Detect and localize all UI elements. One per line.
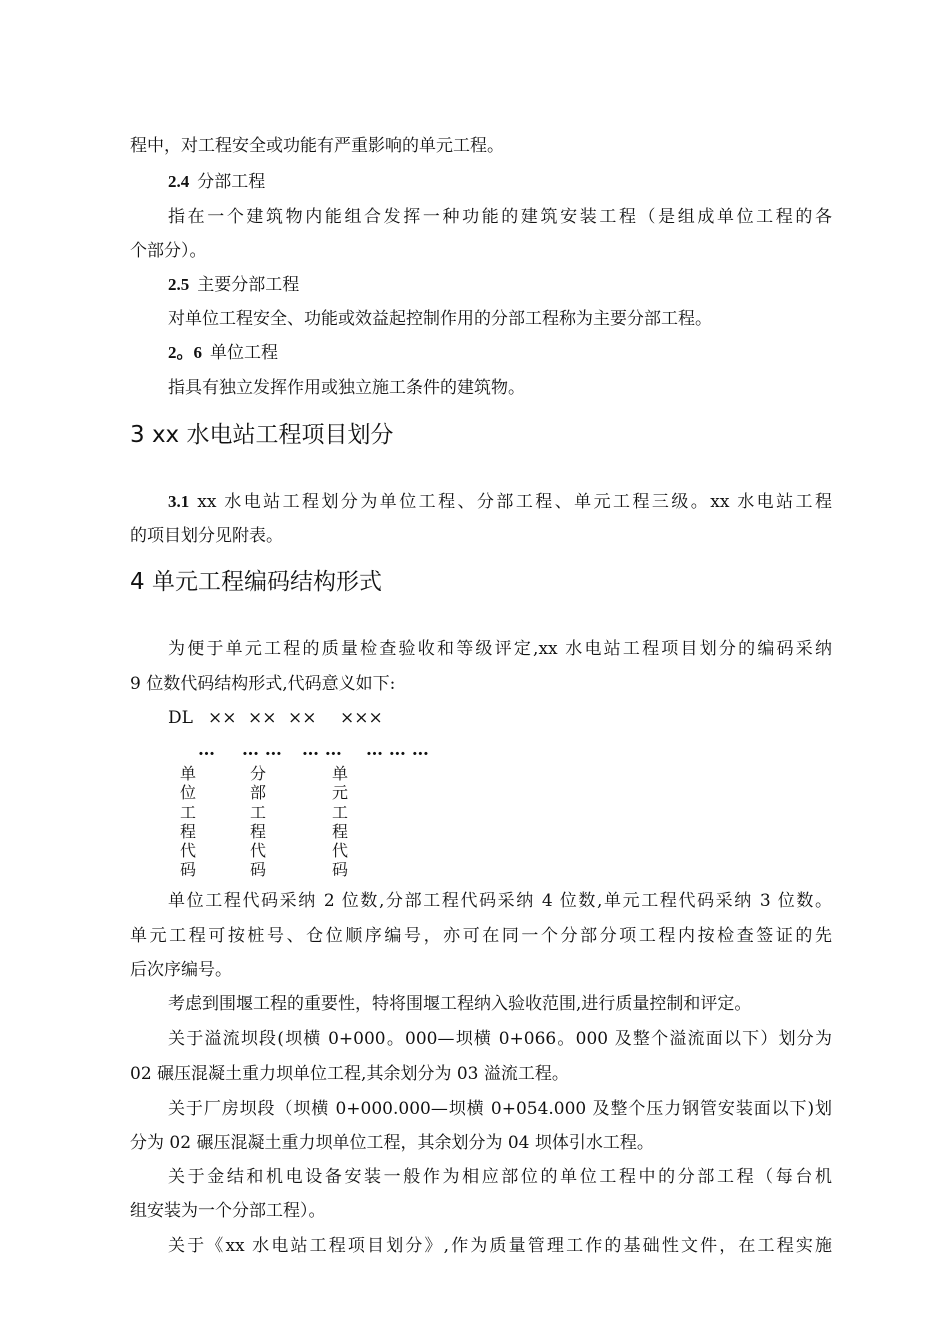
paragraph-division-doc-line1: 关于《xx 水电站工程项目划分》,作为质量管理工作的基础性文件，在工程实施 xyxy=(168,1236,832,1256)
section-title: 单位工程 xyxy=(210,343,278,363)
code-group-elem: ××× xyxy=(340,708,383,728)
code-group-sub-2: ×× xyxy=(288,708,317,728)
paragraph-2-4-line2: 个部分）。 xyxy=(130,241,207,261)
section-number: 3.1 xyxy=(168,492,190,511)
section-3-1-line1 xyxy=(168,490,832,514)
section-2-6-heading xyxy=(168,341,278,365)
paragraph-4-line1: 为便于单元工程的质量检查验收和等级评定,xx 水电站工程项目划分的编码采纳 xyxy=(168,639,832,659)
section-2-5-heading xyxy=(168,273,299,297)
section-3-1-line2: 的项目划分见附表。 xyxy=(130,526,283,546)
paragraph-continuation: 程中，对工程安全或功能有严重影响的单元工程。 xyxy=(130,136,504,156)
code-dots-2: … … xyxy=(242,740,282,760)
section-2-4-heading xyxy=(168,170,265,194)
paragraph-cofferdam: 考虑到围堰工程的重要性，特将围堰工程纳入验收范围,进行质量控制和评定。 xyxy=(168,994,752,1014)
paragraph-codes-line3: 后次序编号。 xyxy=(130,960,232,980)
section-text: xx 水电站工程划分为单位工程、分部工程、单元工程三级。xx 水电站工程 xyxy=(197,492,832,512)
paragraph-equipment-line1: 关于金结和机电设备安装一般作为相应部位的单位工程中的分部工程（每台机 xyxy=(168,1167,832,1187)
paragraph-codes-line2: 单元工程可按桩号、仓位顺序编号，亦可在同一个分部分项工程内按检查签证的先 xyxy=(130,926,832,946)
paragraph-powerhouse-line2: 分为 02 碾压混凝土重力坝单位工程，其余划分为 04 坝体引水工程。 xyxy=(130,1133,654,1153)
chapter-3-heading: 3 xx 水电站工程项目划分 xyxy=(130,422,394,448)
code-prefix: DL xyxy=(168,708,193,728)
label-unit-code: 单 位 工 程 代 码 xyxy=(179,764,196,880)
paragraph-equipment-line2: 组安装为一个分部工程）。 xyxy=(130,1201,326,1221)
paragraph-4-line2: 9 位数代码结构形式,代码意义如下: xyxy=(130,674,396,694)
code-dots-1: … xyxy=(198,740,215,760)
section-number: 2.4 xyxy=(168,172,190,191)
section-title: 主要分部工程 xyxy=(197,275,300,295)
code-group-sub-1: ×× xyxy=(248,708,277,728)
label-elem-code: 单 元 工 程 代 码 xyxy=(331,764,348,880)
label-sub-code: 分 部 工 程 代 码 xyxy=(249,764,266,880)
code-group-unit: ×× xyxy=(208,708,237,728)
section-title: 分部工程 xyxy=(197,172,266,192)
paragraph-spillway-line1: 关于溢流坝段(坝横 0+000。000—坝横 0+066。000 及整个溢流面以下）划分为 xyxy=(168,1029,832,1049)
section-number: 2.5 xyxy=(168,275,190,294)
code-dots-3: … … xyxy=(302,740,342,760)
paragraph-2-5: 对单位工程安全、功能或效益起控制作用的分部工程称为主要分部工程。 xyxy=(168,309,712,329)
code-dots-4: … … … xyxy=(366,740,429,760)
paragraph-spillway-line2: 02 碾压混凝土重力坝单位工程,其余划分为 03 溢流工程。 xyxy=(130,1064,569,1084)
paragraph-codes-line1: 单位工程代码采纳 2 位数,分部工程代码采纳 4 位数,单元工程代码采纳 3 位数。 xyxy=(168,891,832,911)
section-number: 2。6 xyxy=(168,343,202,362)
paragraph-2-6: 指具有独立发挥作用或独立施工条件的建筑物。 xyxy=(168,378,525,398)
chapter-4-heading: 4 单元工程编码结构形式 xyxy=(130,569,382,595)
paragraph-2-4-line1: 指在一个建筑物内能组合发挥一种功能的建筑安装工程（是组成单位工程的各 xyxy=(168,207,832,227)
paragraph-powerhouse-line1: 关于厂房坝段（坝横 0+000.000—坝横 0+054.000 及整个压力钢管安装面以下)划 xyxy=(168,1099,832,1119)
